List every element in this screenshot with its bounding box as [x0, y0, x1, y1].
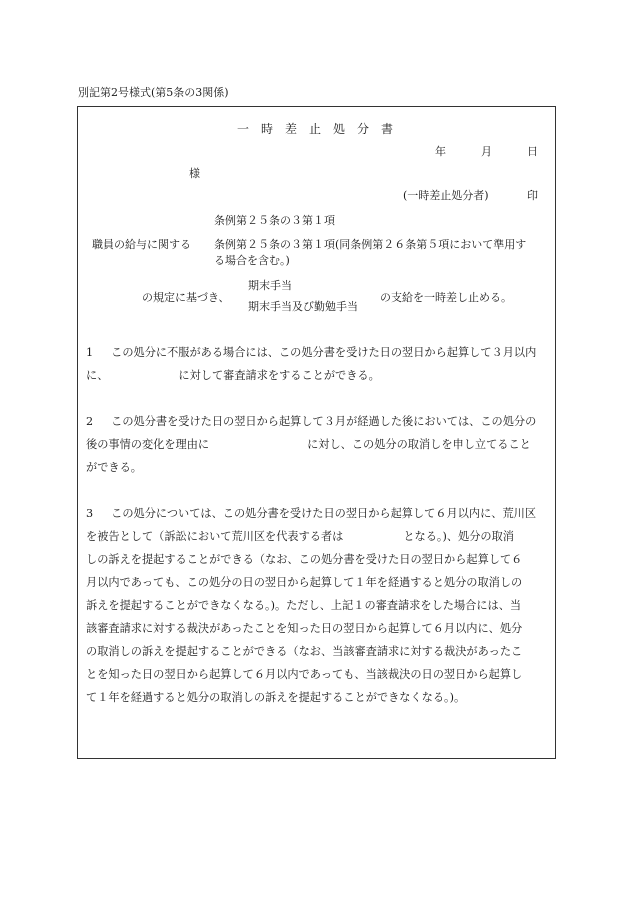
date-line — [435, 143, 538, 159]
notice-2 — [86, 410, 552, 479]
decision-suffix: の支給を一時差し止める。 — [380, 291, 512, 304]
notice-2-line1: 2 この処分書を受けた日の翌日から起算して３月が経過した後においては、この処分の — [86, 415, 537, 428]
notice-1-number: 1 — [86, 346, 94, 359]
date-month: 月 — [481, 145, 492, 158]
basis-option-2-line1: 条例第２５条の３第１項(同条例第２６条第５項において準用す — [214, 238, 527, 251]
notice-2-number: 2 — [86, 415, 94, 428]
notice-2-line2: 後の事情の変化を理由に に対し、この処分の取消しを申し立てること — [86, 438, 531, 451]
basis-law-name: 職員の給与に関する — [92, 238, 191, 251]
notice-2-line3: ができる。 — [86, 461, 142, 474]
date-day: 日 — [527, 145, 538, 158]
basis-option-2-line2: る場合を含む。) — [214, 254, 290, 267]
decision-allowance-1: 期末手当 — [248, 279, 292, 292]
notice-3-line6: 該審査請求に対する裁決があったことを知った日の翌日から起算して６月以内に、処分 — [86, 622, 523, 635]
decision-prefix: の規定に基づき、 — [142, 291, 230, 304]
notice-1-line1: 1 この処分に不服がある場合には、この処分書を受けた日の翌日から起算して３月以内 — [86, 346, 537, 359]
notice-3-line9: て１年を経過すると処分の取消しの訴えを提起することができなくなる。)。 — [86, 691, 466, 704]
notice-3-line7: の取消しの訴えを提起することができる（なお、当該審査請求に対する裁決があったこ — [86, 645, 523, 658]
basis-option-1: 条例第２５条の３第１項 — [214, 214, 335, 227]
notice-3-line5: 訴えを提起することができなくなる。)。ただし、上記１の審査請求をした場合には、当 — [86, 599, 522, 612]
notice-3-line3: しの訴えを提起することができる（なお、この処分書を受けた日の翌日から起算して６ — [86, 553, 523, 566]
notice-3-line8: とを知った日の翌日から起算して６月以内であっても、当該裁決の日の翌日から起算し — [86, 668, 523, 681]
notice-3-line4: 月以内であっても、この処分の日の翌日から起算して１年を経過すると処分の取消しの — [86, 576, 523, 589]
notice-1-line2: に、 に対して審査請求をすることができる。 — [86, 369, 380, 382]
notice-3 — [86, 502, 552, 709]
form-reference: 別記第2号様式(第5条の3関係) — [78, 86, 229, 99]
document-title: 一時差止処分書 — [236, 122, 405, 136]
issuer-seal: 印 — [527, 189, 538, 202]
notice-3-line1: 3 この処分については、この処分書を受けた日の翌日から起算して６月以内に、荒川区 — [86, 507, 537, 520]
notice-1 — [86, 341, 552, 387]
decision-allowance-2: 期末手当及び勤勉手当 — [248, 300, 358, 313]
issuer-label: (一時差止処分者) — [403, 189, 489, 202]
date-year: 年 — [435, 145, 446, 158]
notice-3-line2: を被告として（訴訟において荒川区を代表する者は となる。)、処分の取消 — [86, 530, 514, 543]
notice-3-number: 3 — [86, 507, 94, 520]
addressee-suffix: 様 — [189, 167, 200, 180]
